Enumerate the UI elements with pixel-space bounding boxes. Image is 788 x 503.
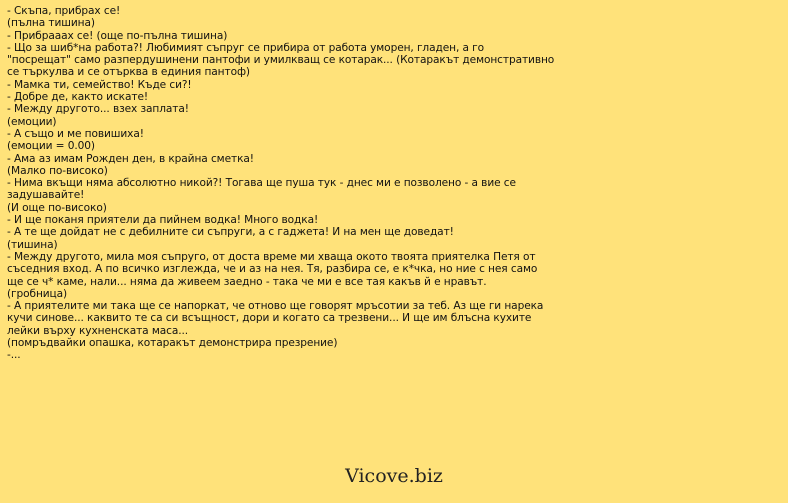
joke-line: - Скъпа, прибрах се! (7, 5, 121, 17)
joke-line: - А също и ме повишиха! (7, 127, 144, 140)
joke-line: "посрещат" само разпердушинени пантофи и умилкващ се котарак... (Котаракът демонстративно (7, 54, 555, 67)
joke-line: (помръдвайки опашка, котаракът демонстрира презрение) (7, 337, 338, 350)
joke-line: - А те ще дойдат не с дебилните си съпруги, а с гаджета! И на мен ще доведат! (7, 226, 454, 239)
joke-line: (Малко по-високо) (7, 164, 108, 177)
joke-line: - И ще поканя приятели да пийнем водка! Много водка! (7, 214, 319, 227)
joke-line: - А приятелите ми така ще се напоркат, че отново ще говорят мръсотии за теб. Аз ще ги нарека (7, 300, 544, 313)
joke-line: (емоции = 0.00) (7, 140, 95, 153)
joke-line: - Ама аз имам Рожден ден, в крайна сметка! (7, 152, 254, 165)
site-brand: Vicove.biz (345, 465, 443, 487)
joke-line: ще се ч* каме, нали... няма да живеем заедно - така че ми е все тая какъв й е нравът. (7, 275, 487, 288)
joke-line: кучи синове... каквито те са си всъщност, дори и когато са трезвени... И ще им блъсна кухите (7, 312, 532, 325)
joke-line: (емоции) (7, 115, 57, 128)
joke-line: съседния вход. А по всичко изглежда, че и аз на нея. Тя, разбира се, е к*чка, но ние с нея само (7, 263, 538, 276)
joke-line: се търкулва и се отърква в единия пантоф) (7, 66, 250, 79)
joke-line: - Прибрааах се! (още по-пълна тишина) (7, 29, 228, 42)
joke-line: -... (7, 349, 21, 362)
joke-line: - Нима вкъщи няма абсолютно никой?! Тогава ще пуша тук - днес ми е позволено - а вие се (7, 177, 516, 190)
joke-line: (тишина) (7, 238, 58, 251)
joke-line: лейки върху кухненската маса... (7, 324, 189, 337)
joke-line: - Между другото, мила моя съпруго, от доста време ми хваща окото твоята приятелка Петя от (7, 250, 536, 263)
joke-text (7, 5, 581, 362)
joke-line: - Що за шиб*на работа?! Любимият съпруг се прибира от работа уморен, гладен, а го (7, 41, 485, 54)
joke-line: задушавайте! (7, 189, 85, 202)
joke-line: (И още по-високо) (7, 201, 107, 214)
joke-line: - Мамка ти, семейство! Къде си?! (7, 78, 192, 91)
joke-line: (гробница) (7, 287, 68, 300)
joke-line: - Между другото... взех заплата! (7, 103, 189, 116)
joke-line: (пълна тишина) (7, 17, 95, 30)
joke-line: - Добре де, както искате! (7, 91, 149, 104)
